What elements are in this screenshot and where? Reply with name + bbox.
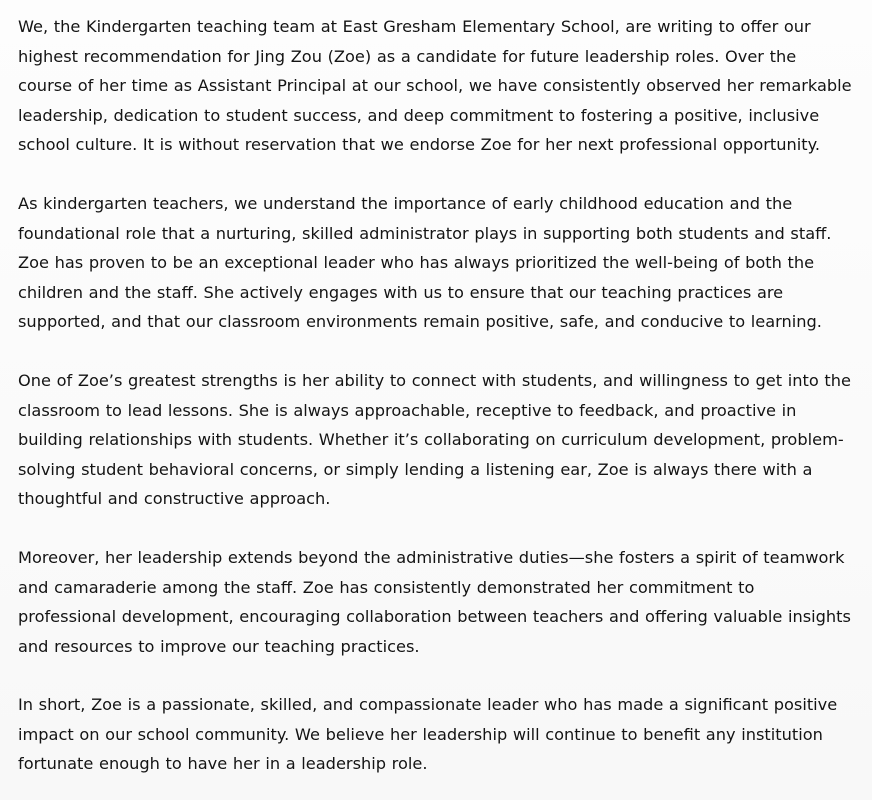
letter-paragraph-introduction: We, the Kindergarten teaching team at East Gresham Elementary School, are writing to offer our highest recommendation for Jing Zou (Zoe) as a candidate for future leadership roles. Over the course of her time as Assistant Principal at our school, we have consistently observed her remarkable leadership, dedication to student success, and deep commitment to fostering a positive, inclusive school culture. It is without reservation that we endorse Zoe for her next professional opportunity. xyxy=(18,17,852,155)
letter-paragraph-kindergarten-perspective: As kindergarten teachers, we understand the importance of early childhood education and the foundational role that a nurturing, skilled administrator plays in supporting both students and staff. Zoe has proven to be an exceptional leader who has always prioritized the well-being of both the children and the staff. She actively engages with us to ensure that our teaching practices are supported, and that our classroom environments remain positive, safe, and conducive to learning. xyxy=(18,193,832,332)
letter-paragraph-strengths: One of Zoe’s greatest strengths is her ability to connect with students, and willingness to get into the classroom to lead lessons. She is always approachable, receptive to feedback, and proactive in building relationships with students. Whether it’s collaborating on curriculum development, problem-solving student behavioral concerns, or simply lending a listening ear, Zoe is always there with a thoughtful and constructive approach. xyxy=(18,370,851,509)
letter-paragraph-conclusion: In short, Zoe is a passionate, skilled, and compassionate leader who has made a significant positive impact on our school community. We believe her leadership will continue to benefit any institution fortunate enough to have her in a leadership role. xyxy=(18,695,838,774)
letter-paragraph-teamwork: Moreover, her leadership extends beyond the administrative duties—she fosters a spirit of teamwork and camaraderie among the staff. Zoe has consistently demonstrated her commitment to professional development, encouraging collaboration between teachers and offering valuable insights and resources to improve our teaching practices. xyxy=(18,547,851,656)
